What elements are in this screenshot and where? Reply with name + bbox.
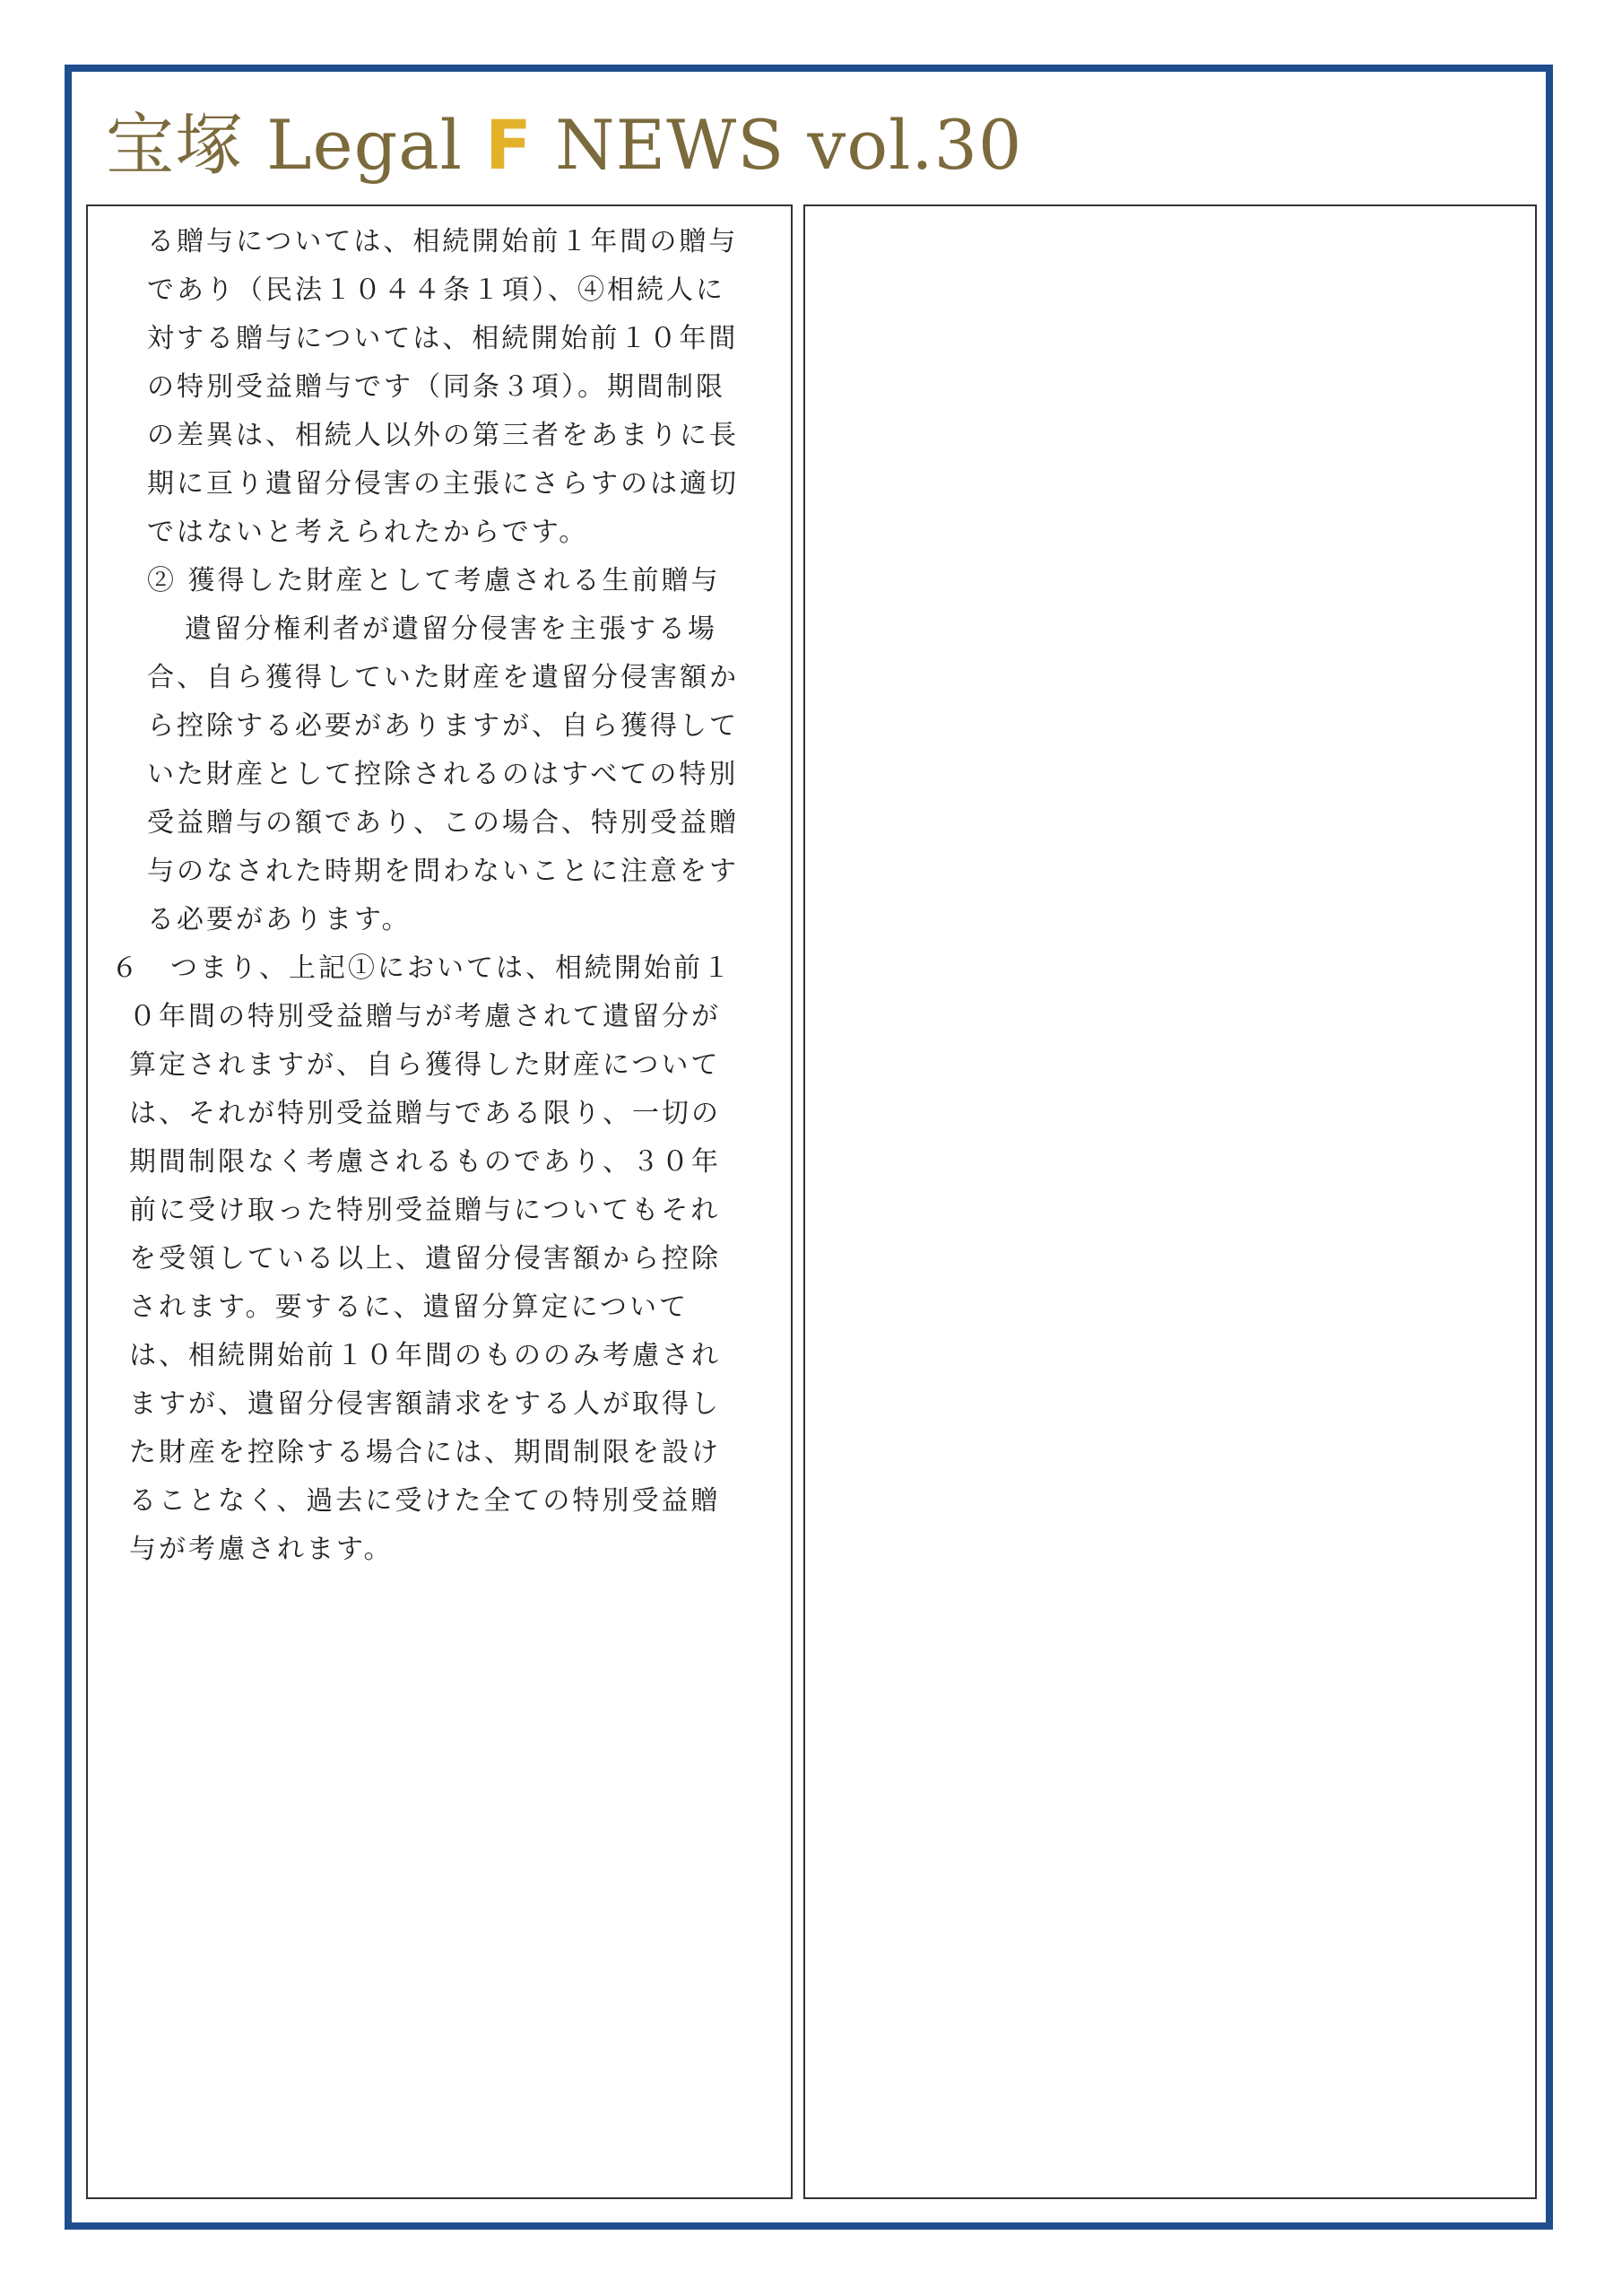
text-line: 遺留分権利者が遺留分侵害を主張する場 xyxy=(185,613,717,645)
title-prefix: 宝塚 Legal xyxy=(106,105,486,185)
text-line: 期に亘り遺留分侵害の主張にさらすのは適切 xyxy=(147,468,739,500)
article-body xyxy=(88,206,791,2197)
text-line: の差異は、相続人以外の第三者をあまりに長 xyxy=(147,420,739,451)
left-column xyxy=(86,204,793,2199)
text-line: いた財産として控除されるのはすべての特別 xyxy=(147,759,739,790)
section-6-line: ６ つまり、上記①においては、相続開始前１ xyxy=(111,952,733,984)
text-line: る必要があります。 xyxy=(147,904,412,935)
text-line: 前に受け取った特別受益贈与についてもそれ xyxy=(129,1195,721,1226)
text-line: を受領している以上、遺留分侵害額から控除 xyxy=(129,1243,721,1274)
subheading: ② 獲得した財産として考慮される生前贈与 xyxy=(147,565,721,596)
text-line: 算定されますが、自ら獲得した財産について xyxy=(129,1049,721,1081)
text-line: る贈与については、相続開始前１年間の贈与 xyxy=(147,226,739,257)
title-suffix: NEWS vol.30 xyxy=(532,105,1023,185)
title-f-logo: F xyxy=(485,105,533,185)
text-line: は、相続開始前１０年間のもののみ考慮され xyxy=(129,1340,721,1371)
text-line: されます。要するに、遺留分算定について xyxy=(129,1292,689,1323)
text-line: 対する贈与については、相続開始前１０年間 xyxy=(147,323,739,354)
newsletter-title xyxy=(106,100,1022,190)
text-line: 与が考慮されます。 xyxy=(129,1534,394,1565)
text-line: 与のなされた時期を問わないことに注意をす xyxy=(147,856,739,887)
text-line: ることなく、過去に受けた全ての特別受益贈 xyxy=(129,1485,721,1517)
text-line: た財産を控除する場合には、期間制限を設け xyxy=(129,1437,721,1468)
text-line: ではないと考えられたからです。 xyxy=(147,517,589,548)
text-line: 受益贈与の額であり、この場合、特別受益贈 xyxy=(147,807,739,839)
text-line: であり（民法１０４４条１項）、④相続人に xyxy=(147,274,725,306)
text-line: 期間制限なく考慮されるものであり、３０年 xyxy=(129,1146,721,1178)
text-line: ら控除する必要がありますが、自ら獲得して xyxy=(147,710,739,742)
text-line: 合、自ら獲得していた財産を遺留分侵害額か xyxy=(147,662,739,693)
text-line: の特別受益贈与です（同条３項）。期間制限 xyxy=(147,371,725,403)
text-line: は、それが特別受益贈与である限り、一切の xyxy=(129,1098,721,1129)
right-column xyxy=(803,204,1537,2199)
text-line: ますが、遺留分侵害額請求をする人が取得し xyxy=(129,1388,721,1420)
text-line: ０年間の特別受益贈与が考慮されて遺留分が xyxy=(129,1001,721,1032)
